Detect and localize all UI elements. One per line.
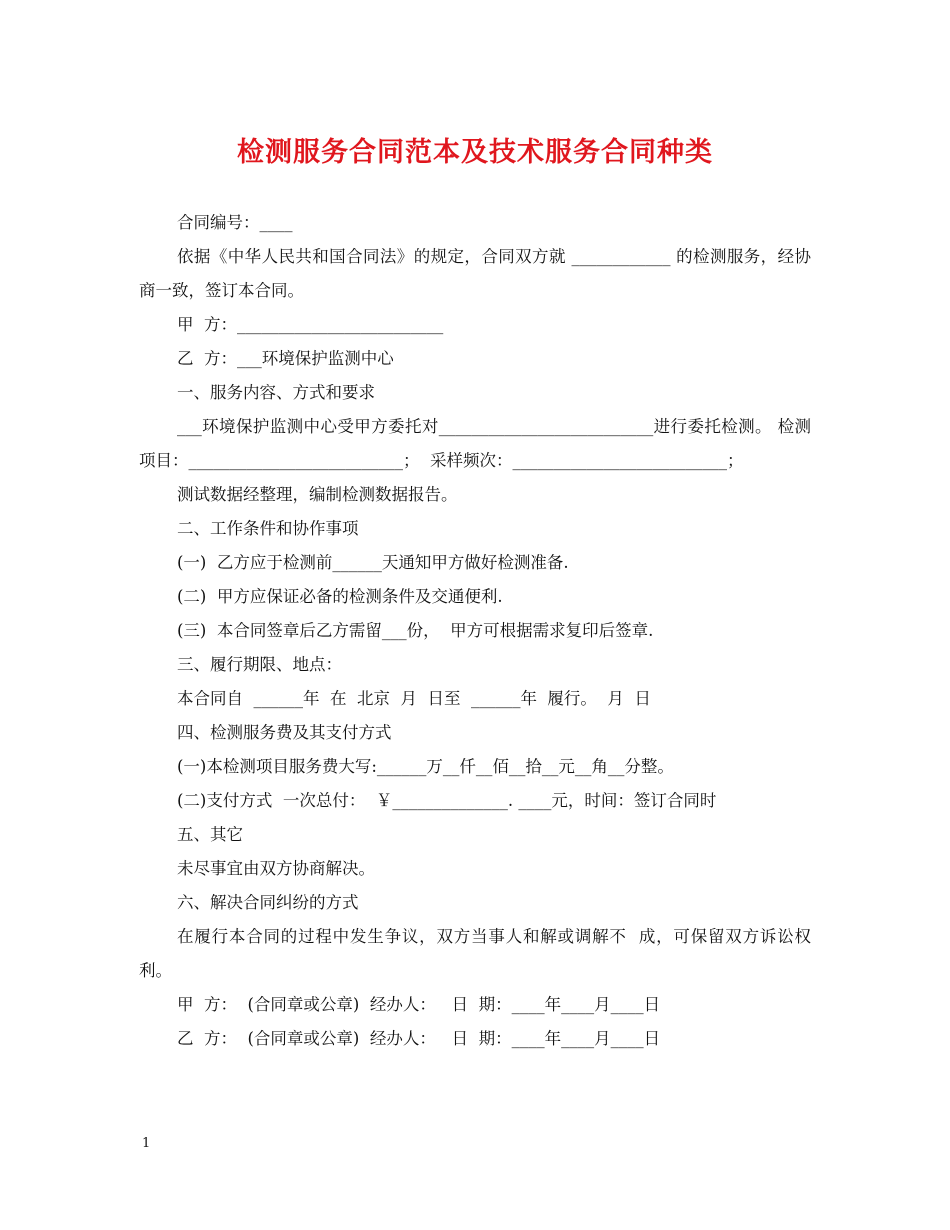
- fee-amount-line: (一)本检测项目服务费大写:______万__仟__佰__拾__元__角__分整。: [177, 757, 674, 776]
- contract-basis-paragraph: 依据《中华人民共和国合同法》的规定，合同双方就 ____________ 的检测服务，经协商一致，签订本合同。: [139, 247, 811, 300]
- party-a-signature-line: 甲 方： (合同章或公章) 经办人： 日 期：____年____月____日: [177, 995, 661, 1014]
- section-6-heading: 六、解决合同纠纷的方式: [177, 893, 359, 912]
- document-title: 检测服务合同范本及技术服务合同种类: [237, 137, 713, 168]
- page-number: 1: [142, 1136, 151, 1151]
- contract-number-line: 合同编号：____: [177, 213, 293, 232]
- clause-2-2: (二) 甲方应保证必备的检测条件及交通便利.: [177, 587, 503, 606]
- dispute-paragraph: 在履行本合同的过程中发生争议，双方当事人和解或调解不 成，可保留双方诉讼权利。: [139, 927, 811, 980]
- section-2-heading: 二、工作条件和协作事项: [177, 519, 359, 538]
- section-3-heading: 三、履行期限、地点：: [177, 655, 342, 674]
- service-content-paragraph: ___环境保护监测中心受甲方委托对__________________________进行委托检测。 检测项目：__________________________； 采样频次：__________________________；: [139, 417, 811, 470]
- term-location-line: 本合同自 ______年 在 北京 月 日至 ______年 履行。 月 日: [177, 689, 651, 708]
- section-5-heading: 五、其它: [177, 825, 243, 844]
- contract-body: [139, 206, 811, 1056]
- party-b-signature-line: 乙 方： (合同章或公章) 经办人： 日 期：____年____月____日: [177, 1029, 661, 1048]
- other-matters-line: 未尽事宜由双方协商解决。: [177, 859, 375, 878]
- clause-2-1: (一) 乙方应于检测前______天通知甲方做好检测准备.: [177, 553, 569, 572]
- party-b-line: 乙 方：___环境保护监测中心: [177, 349, 394, 368]
- section-4-heading: 四、检测服务费及其支付方式: [177, 723, 392, 742]
- payment-method-line: (二)支付方式 一次总付： ￥______________. ____元，时间：签订合同时: [177, 791, 717, 810]
- party-a-line: 甲 方：_________________________: [177, 315, 444, 334]
- report-line: 测试数据经整理，编制检测数据报告。: [177, 485, 458, 504]
- section-1-heading: 一、服务内容、方式和要求: [177, 383, 375, 402]
- clause-2-3: (三) 本合同签章后乙方需留___份， 甲方可根据需求复印后签章.: [177, 621, 654, 640]
